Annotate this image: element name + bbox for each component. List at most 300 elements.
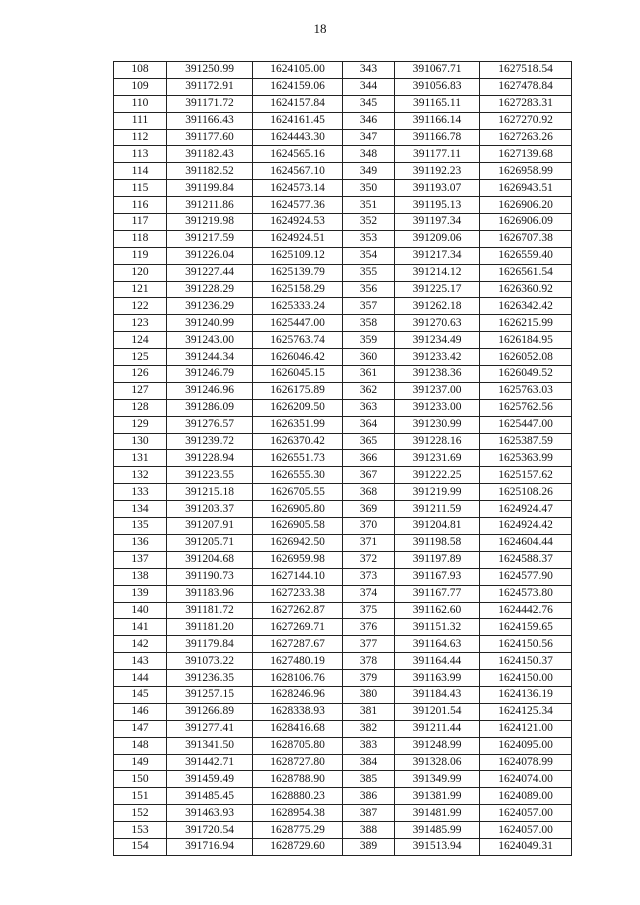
y-coordinate-cell: 1626046.42: [253, 349, 343, 366]
table-row: [114, 771, 572, 788]
table-row: [114, 62, 572, 79]
point-number-cell: 134: [114, 501, 167, 518]
point-number-cell: 152: [114, 805, 167, 822]
x-coordinate-cell: 391167.77: [395, 585, 480, 602]
y-coordinate-cell: 1626360.92: [480, 281, 572, 298]
y-coordinate-cell: 1624049.31: [480, 838, 572, 855]
point-number-cell: 123: [114, 315, 167, 332]
point-number-cell: 364: [343, 416, 395, 433]
x-coordinate-cell: 391481.99: [395, 805, 480, 822]
table-row: [114, 602, 572, 619]
x-coordinate-cell: 391166.78: [395, 129, 480, 146]
x-coordinate-cell: 391227.44: [167, 264, 253, 281]
point-number-cell: 108: [114, 62, 167, 79]
x-coordinate-cell: 391214.12: [395, 264, 480, 281]
point-number-cell: 389: [343, 838, 395, 855]
y-coordinate-cell: 1624588.37: [480, 551, 572, 568]
point-number-cell: 138: [114, 568, 167, 585]
y-coordinate-cell: 1624565.16: [253, 146, 343, 163]
y-coordinate-cell: 1626707.38: [480, 230, 572, 247]
y-coordinate-cell: 1624105.00: [253, 62, 343, 79]
y-coordinate-cell: 1628727.80: [253, 754, 343, 771]
x-coordinate-cell: 391165.11: [395, 95, 480, 112]
point-number-cell: 360: [343, 349, 395, 366]
x-coordinate-cell: 391167.93: [395, 568, 480, 585]
x-coordinate-cell: 391192.23: [395, 163, 480, 180]
y-coordinate-cell: 1626184.95: [480, 332, 572, 349]
table-row: [114, 298, 572, 315]
y-coordinate-cell: 1624567.10: [253, 163, 343, 180]
y-coordinate-cell: 1627233.38: [253, 585, 343, 602]
table-row: [114, 214, 572, 231]
point-number-cell: 366: [343, 450, 395, 467]
x-coordinate-cell: 391381.99: [395, 788, 480, 805]
y-coordinate-cell: 1624150.56: [480, 636, 572, 653]
point-number-cell: 143: [114, 653, 167, 670]
y-coordinate-cell: 1626052.08: [480, 349, 572, 366]
point-number-cell: 144: [114, 670, 167, 687]
point-number-cell: 357: [343, 298, 395, 315]
point-number-cell: 135: [114, 518, 167, 535]
table-row: [114, 281, 572, 298]
y-coordinate-cell: 1624442.76: [480, 602, 572, 619]
point-number-cell: 129: [114, 416, 167, 433]
point-number-cell: 386: [343, 788, 395, 805]
point-number-cell: 110: [114, 95, 167, 112]
point-number-cell: 149: [114, 754, 167, 771]
y-coordinate-cell: 1624604.44: [480, 534, 572, 551]
y-coordinate-cell: 1628705.80: [253, 737, 343, 754]
x-coordinate-cell: 391164.63: [395, 636, 480, 653]
y-coordinate-cell: 1626370.42: [253, 433, 343, 450]
x-coordinate-cell: 391219.98: [167, 214, 253, 231]
point-number-cell: 122: [114, 298, 167, 315]
point-number-cell: 383: [343, 737, 395, 754]
y-coordinate-cell: 1624078.99: [480, 754, 572, 771]
point-number-cell: 350: [343, 180, 395, 197]
x-coordinate-cell: 391183.96: [167, 585, 253, 602]
y-coordinate-cell: 1628775.29: [253, 822, 343, 839]
y-coordinate-cell: 1625387.59: [480, 433, 572, 450]
point-number-cell: 380: [343, 686, 395, 703]
x-coordinate-cell: 391190.73: [167, 568, 253, 585]
table-row: [114, 163, 572, 180]
y-coordinate-cell: 1624159.65: [480, 619, 572, 636]
x-coordinate-cell: 391244.34: [167, 349, 253, 366]
table-row: [114, 247, 572, 264]
point-number-cell: 348: [343, 146, 395, 163]
point-number-cell: 113: [114, 146, 167, 163]
x-coordinate-cell: 391067.71: [395, 62, 480, 79]
coordinates-table-body: [114, 62, 572, 856]
x-coordinate-cell: 391209.06: [395, 230, 480, 247]
x-coordinate-cell: 391207.91: [167, 518, 253, 535]
y-coordinate-cell: 1625762.56: [480, 399, 572, 416]
table-row: [114, 315, 572, 332]
point-number-cell: 148: [114, 737, 167, 754]
y-coordinate-cell: 1626045.15: [253, 366, 343, 383]
table-row: [114, 822, 572, 839]
point-number-cell: 112: [114, 129, 167, 146]
point-number-cell: 381: [343, 703, 395, 720]
x-coordinate-cell: 391257.15: [167, 686, 253, 703]
x-coordinate-cell: 391231.69: [395, 450, 480, 467]
y-coordinate-cell: 1626175.89: [253, 382, 343, 399]
x-coordinate-cell: 391211.59: [395, 501, 480, 518]
x-coordinate-cell: 391177.11: [395, 146, 480, 163]
y-coordinate-cell: 1624057.00: [480, 805, 572, 822]
table-row: [114, 230, 572, 247]
y-coordinate-cell: 1624089.00: [480, 788, 572, 805]
y-coordinate-cell: 1625158.29: [253, 281, 343, 298]
table-row: [114, 129, 572, 146]
y-coordinate-cell: 1624150.00: [480, 670, 572, 687]
x-coordinate-cell: 391341.50: [167, 737, 253, 754]
point-number-cell: 132: [114, 467, 167, 484]
point-number-cell: 369: [343, 501, 395, 518]
table-row: [114, 78, 572, 95]
y-coordinate-cell: 1627518.54: [480, 62, 572, 79]
y-coordinate-cell: 1624121.00: [480, 720, 572, 737]
x-coordinate-cell: 391262.18: [395, 298, 480, 315]
x-coordinate-cell: 391239.72: [167, 433, 253, 450]
x-coordinate-cell: 391219.99: [395, 484, 480, 501]
table-row: [114, 670, 572, 687]
table-row: [114, 686, 572, 703]
x-coordinate-cell: 391233.00: [395, 399, 480, 416]
table-row: [114, 619, 572, 636]
point-number-cell: 375: [343, 602, 395, 619]
point-number-cell: 377: [343, 636, 395, 653]
y-coordinate-cell: 1625447.00: [480, 416, 572, 433]
table-row: [114, 737, 572, 754]
x-coordinate-cell: 391276.57: [167, 416, 253, 433]
x-coordinate-cell: 391266.89: [167, 703, 253, 720]
point-number-cell: 133: [114, 484, 167, 501]
table-row: [114, 720, 572, 737]
point-number-cell: 376: [343, 619, 395, 636]
x-coordinate-cell: 391236.29: [167, 298, 253, 315]
table-row: [114, 501, 572, 518]
y-coordinate-cell: 1626942.50: [253, 534, 343, 551]
y-coordinate-cell: 1625109.12: [253, 247, 343, 264]
table-row: [114, 585, 572, 602]
y-coordinate-cell: 1627269.71: [253, 619, 343, 636]
x-coordinate-cell: 391073.22: [167, 653, 253, 670]
table-row: [114, 433, 572, 450]
y-coordinate-cell: 1626049.52: [480, 366, 572, 383]
x-coordinate-cell: 391240.99: [167, 315, 253, 332]
y-coordinate-cell: 1626342.42: [480, 298, 572, 315]
table-row: [114, 349, 572, 366]
table-row: [114, 95, 572, 112]
y-coordinate-cell: 1625139.79: [253, 264, 343, 281]
point-number-cell: 372: [343, 551, 395, 568]
y-coordinate-cell: 1625333.24: [253, 298, 343, 315]
x-coordinate-cell: 391223.55: [167, 467, 253, 484]
x-coordinate-cell: 391184.43: [395, 686, 480, 703]
y-coordinate-cell: 1624057.00: [480, 822, 572, 839]
point-number-cell: 121: [114, 281, 167, 298]
y-coordinate-cell: 1626209.50: [253, 399, 343, 416]
point-number-cell: 371: [343, 534, 395, 551]
point-number-cell: 387: [343, 805, 395, 822]
point-number-cell: 346: [343, 112, 395, 129]
point-number-cell: 124: [114, 332, 167, 349]
y-coordinate-cell: 1624924.47: [480, 501, 572, 518]
y-coordinate-cell: 1624150.37: [480, 653, 572, 670]
x-coordinate-cell: 391199.84: [167, 180, 253, 197]
table-row: [114, 180, 572, 197]
point-number-cell: 370: [343, 518, 395, 535]
table-row: [114, 416, 572, 433]
y-coordinate-cell: 1625157.62: [480, 467, 572, 484]
x-coordinate-cell: 391237.00: [395, 382, 480, 399]
x-coordinate-cell: 391230.99: [395, 416, 480, 433]
x-coordinate-cell: 391198.58: [395, 534, 480, 551]
x-coordinate-cell: 391485.45: [167, 788, 253, 805]
x-coordinate-cell: 391228.29: [167, 281, 253, 298]
point-number-cell: 355: [343, 264, 395, 281]
y-coordinate-cell: 1626906.09: [480, 214, 572, 231]
y-coordinate-cell: 1624577.36: [253, 197, 343, 214]
point-number-cell: 354: [343, 247, 395, 264]
point-number-cell: 142: [114, 636, 167, 653]
point-number-cell: 379: [343, 670, 395, 687]
x-coordinate-cell: 391442.71: [167, 754, 253, 771]
point-number-cell: 140: [114, 602, 167, 619]
x-coordinate-cell: 391204.81: [395, 518, 480, 535]
point-number-cell: 368: [343, 484, 395, 501]
x-coordinate-cell: 391226.04: [167, 247, 253, 264]
point-number-cell: 361: [343, 366, 395, 383]
table-row: [114, 838, 572, 855]
y-coordinate-cell: 1625763.74: [253, 332, 343, 349]
point-number-cell: 126: [114, 366, 167, 383]
x-coordinate-cell: 391211.86: [167, 197, 253, 214]
point-number-cell: 362: [343, 382, 395, 399]
y-coordinate-cell: 1628246.96: [253, 686, 343, 703]
x-coordinate-cell: 391163.99: [395, 670, 480, 687]
x-coordinate-cell: 391286.09: [167, 399, 253, 416]
y-coordinate-cell: 1628880.23: [253, 788, 343, 805]
table-row: [114, 534, 572, 551]
x-coordinate-cell: 391243.00: [167, 332, 253, 349]
point-number-cell: 365: [343, 433, 395, 450]
y-coordinate-cell: 1627478.84: [480, 78, 572, 95]
x-coordinate-cell: 391236.35: [167, 670, 253, 687]
point-number-cell: 385: [343, 771, 395, 788]
point-number-cell: 367: [343, 467, 395, 484]
x-coordinate-cell: 391248.99: [395, 737, 480, 754]
x-coordinate-cell: 391513.94: [395, 838, 480, 855]
x-coordinate-cell: 391197.34: [395, 214, 480, 231]
point-number-cell: 118: [114, 230, 167, 247]
y-coordinate-cell: 1627270.92: [480, 112, 572, 129]
x-coordinate-cell: 391179.84: [167, 636, 253, 653]
y-coordinate-cell: 1626555.30: [253, 467, 343, 484]
x-coordinate-cell: 391246.96: [167, 382, 253, 399]
point-number-cell: 358: [343, 315, 395, 332]
x-coordinate-cell: 391181.20: [167, 619, 253, 636]
x-coordinate-cell: 391193.07: [395, 180, 480, 197]
table-row: [114, 112, 572, 129]
y-coordinate-cell: 1627283.31: [480, 95, 572, 112]
table-row: [114, 703, 572, 720]
point-number-cell: 139: [114, 585, 167, 602]
y-coordinate-cell: 1626959.98: [253, 551, 343, 568]
table-row: [114, 366, 572, 383]
y-coordinate-cell: 1624159.06: [253, 78, 343, 95]
table-row: [114, 484, 572, 501]
point-number-cell: 128: [114, 399, 167, 416]
x-coordinate-cell: 391228.94: [167, 450, 253, 467]
point-number-cell: 344: [343, 78, 395, 95]
point-number-cell: 153: [114, 822, 167, 839]
y-coordinate-cell: 1624443.30: [253, 129, 343, 146]
x-coordinate-cell: 391485.99: [395, 822, 480, 839]
y-coordinate-cell: 1625363.99: [480, 450, 572, 467]
point-number-cell: 146: [114, 703, 167, 720]
coordinates-table: [113, 61, 572, 856]
x-coordinate-cell: 391234.49: [395, 332, 480, 349]
x-coordinate-cell: 391217.34: [395, 247, 480, 264]
x-coordinate-cell: 391211.44: [395, 720, 480, 737]
y-coordinate-cell: 1626943.51: [480, 180, 572, 197]
y-coordinate-cell: 1627139.68: [480, 146, 572, 163]
x-coordinate-cell: 391182.52: [167, 163, 253, 180]
x-coordinate-cell: 391195.13: [395, 197, 480, 214]
table-row: [114, 805, 572, 822]
y-coordinate-cell: 1626561.54: [480, 264, 572, 281]
point-number-cell: 352: [343, 214, 395, 231]
point-number-cell: 382: [343, 720, 395, 737]
table-row: [114, 518, 572, 535]
table-row: [114, 788, 572, 805]
x-coordinate-cell: 391164.44: [395, 653, 480, 670]
x-coordinate-cell: 391162.60: [395, 602, 480, 619]
y-coordinate-cell: 1624573.80: [480, 585, 572, 602]
y-coordinate-cell: 1625447.00: [253, 315, 343, 332]
y-coordinate-cell: 1628106.76: [253, 670, 343, 687]
y-coordinate-cell: 1626351.99: [253, 416, 343, 433]
y-coordinate-cell: 1628954.38: [253, 805, 343, 822]
table-row: [114, 450, 572, 467]
x-coordinate-cell: 391463.93: [167, 805, 253, 822]
point-number-cell: 137: [114, 551, 167, 568]
point-number-cell: 120: [114, 264, 167, 281]
point-number-cell: 119: [114, 247, 167, 264]
point-number-cell: 125: [114, 349, 167, 366]
x-coordinate-cell: 391201.54: [395, 703, 480, 720]
page-number: 18: [313, 21, 327, 36]
x-coordinate-cell: 391250.99: [167, 62, 253, 79]
point-number-cell: 141: [114, 619, 167, 636]
point-number-cell: 154: [114, 838, 167, 855]
table-row: [114, 382, 572, 399]
x-coordinate-cell: 391228.16: [395, 433, 480, 450]
point-number-cell: 347: [343, 129, 395, 146]
y-coordinate-cell: 1626905.58: [253, 518, 343, 535]
point-number-cell: 363: [343, 399, 395, 416]
table-row: [114, 264, 572, 281]
y-coordinate-cell: 1624924.53: [253, 214, 343, 231]
x-coordinate-cell: 391459.49: [167, 771, 253, 788]
table-row: [114, 754, 572, 771]
x-coordinate-cell: 391277.41: [167, 720, 253, 737]
y-coordinate-cell: 1624924.42: [480, 518, 572, 535]
y-coordinate-cell: 1627263.26: [480, 129, 572, 146]
table-row: [114, 568, 572, 585]
y-coordinate-cell: 1624573.14: [253, 180, 343, 197]
point-number-cell: 117: [114, 214, 167, 231]
point-number-cell: 378: [343, 653, 395, 670]
point-number-cell: 130: [114, 433, 167, 450]
y-coordinate-cell: 1626551.73: [253, 450, 343, 467]
y-coordinate-cell: 1626906.20: [480, 197, 572, 214]
x-coordinate-cell: 391203.37: [167, 501, 253, 518]
table-row: [114, 332, 572, 349]
table-row: [114, 653, 572, 670]
point-number-cell: 373: [343, 568, 395, 585]
table-row: [114, 197, 572, 214]
y-coordinate-cell: 1626958.99: [480, 163, 572, 180]
x-coordinate-cell: 391222.25: [395, 467, 480, 484]
point-number-cell: 374: [343, 585, 395, 602]
point-number-cell: 343: [343, 62, 395, 79]
y-coordinate-cell: 1624161.45: [253, 112, 343, 129]
x-coordinate-cell: 391197.89: [395, 551, 480, 568]
x-coordinate-cell: 391349.99: [395, 771, 480, 788]
point-number-cell: 115: [114, 180, 167, 197]
y-coordinate-cell: 1628788.90: [253, 771, 343, 788]
y-coordinate-cell: 1626559.40: [480, 247, 572, 264]
table-row: [114, 636, 572, 653]
y-coordinate-cell: 1628729.60: [253, 838, 343, 855]
y-coordinate-cell: 1624157.84: [253, 95, 343, 112]
x-coordinate-cell: 391056.83: [395, 78, 480, 95]
x-coordinate-cell: 391246.79: [167, 366, 253, 383]
y-coordinate-cell: 1627480.19: [253, 653, 343, 670]
y-coordinate-cell: 1628416.68: [253, 720, 343, 737]
y-coordinate-cell: 1628338.93: [253, 703, 343, 720]
y-coordinate-cell: 1626215.99: [480, 315, 572, 332]
point-number-cell: 151: [114, 788, 167, 805]
y-coordinate-cell: 1625763.03: [480, 382, 572, 399]
x-coordinate-cell: 391328.06: [395, 754, 480, 771]
x-coordinate-cell: 391171.72: [167, 95, 253, 112]
point-number-cell: 136: [114, 534, 167, 551]
x-coordinate-cell: 391217.59: [167, 230, 253, 247]
x-coordinate-cell: 391166.14: [395, 112, 480, 129]
point-number-cell: 116: [114, 197, 167, 214]
y-coordinate-cell: 1624924.51: [253, 230, 343, 247]
x-coordinate-cell: 391181.72: [167, 602, 253, 619]
x-coordinate-cell: 391177.60: [167, 129, 253, 146]
y-coordinate-cell: 1624577.90: [480, 568, 572, 585]
x-coordinate-cell: 391233.42: [395, 349, 480, 366]
x-coordinate-cell: 391215.18: [167, 484, 253, 501]
x-coordinate-cell: 391205.71: [167, 534, 253, 551]
point-number-cell: 114: [114, 163, 167, 180]
x-coordinate-cell: 391204.68: [167, 551, 253, 568]
y-coordinate-cell: 1624136.19: [480, 686, 572, 703]
point-number-cell: 111: [114, 112, 167, 129]
point-number-cell: 131: [114, 450, 167, 467]
x-coordinate-cell: 391166.43: [167, 112, 253, 129]
x-coordinate-cell: 391238.36: [395, 366, 480, 383]
table-row: [114, 146, 572, 163]
